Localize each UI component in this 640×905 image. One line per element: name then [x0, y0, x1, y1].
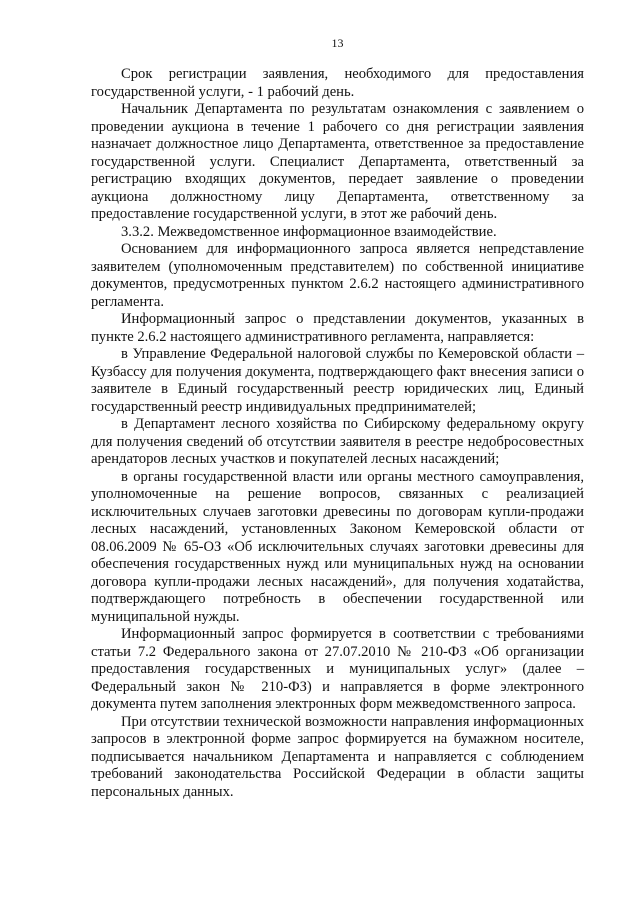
- paragraph-request-formation: Информационный запрос формируется в соответствии с требованиями статьи 7.2 Федерального закона от 27.07.2010 № 210-ФЗ «Об организации предоставления государственных и муниципальных услуг» (далее – Федеральный закон № 210-ФЗ) и направляется в форме электронного документа путем заполнения электронных форм межведомственного запроса.: [91, 626, 584, 712]
- section-heading-3-3-2: 3.3.2. Межведомственное информационное взаимодействие.: [121, 223, 497, 240]
- list-item-authorities: в органы государственной власти или органы местного самоуправления, уполномоченные на решение вопросов, связанных с реализацией исключительных случаев заготовки древесины по договорам купли-продажи лесных насаждений, установленных Законом Кемеровской области от 08.06.2009 № 65-ОЗ «Об исключительных случаях заготовки древесины для обеспечения государственных нужд или муниципальных нужд на основании договора купли-продажи лесных насаждений», для получения ходатайства, подтверждающего потребность в обеспечении государственной или муниципальной нужды.: [91, 468, 584, 625]
- paragraph-request-recipients: Информационный запрос о представлении документов, указанных в пункте 2.6.2 настоящего административного регламента, направляется:: [91, 311, 584, 345]
- list-item-forestry-department: в Департамент лесного хозяйства по Сибирскому федеральному округу для получения сведений об отсутствии заявителя в реестре недобросовестных арендаторов лесных участков и покупателей лесных насаждений;: [91, 416, 584, 467]
- list-item-tax-service: в Управление Федеральной налоговой службы по Кемеровской области – Кузбассу для получения документа, подтверждающего факт внесения записи о заявителе в Единый государственный реестр юридических лиц, Единый государственный реестр индивидуальных предпринимателей;: [91, 346, 584, 415]
- paragraph-registration-term: Срок регистрации заявления, необходимого для предоставления государственной услуги, - 1 рабочий день.: [91, 66, 584, 100]
- paragraph-paper-request: При отсутствии технической возможности направления информационных запросов в электронной форме запрос формируется на бумажном носителе, подписывается начальником Департамента и направляется с соблюдением требований законодательства Российской Федерации в области защиты персональных данных.: [91, 713, 584, 800]
- paragraph-request-basis: Основанием для информационного запроса является непредставление заявителем (уполномоченным представителем) по собственной инициативе документов, предусмотренных пунктом 2.6.2 настоящего административного регламента.: [91, 241, 584, 310]
- paragraph-department-head: Начальник Департамента по результатам ознакомления с заявлением о проведении аукциона в течение 1 рабочего со дня регистрации заявления назначает должностное лицо Департамента, ответственное за предоставление государственной услуги. Специалист Департамента, ответственный за регистрацию входящих документов, передает заявление о проведении аукциона должностному лицу Департамента, ответственному за предоставление государственной услуги, в этот же рабочий день.: [91, 101, 584, 222]
- page-number: 13: [331, 36, 344, 50]
- document-body: [91, 66, 584, 801]
